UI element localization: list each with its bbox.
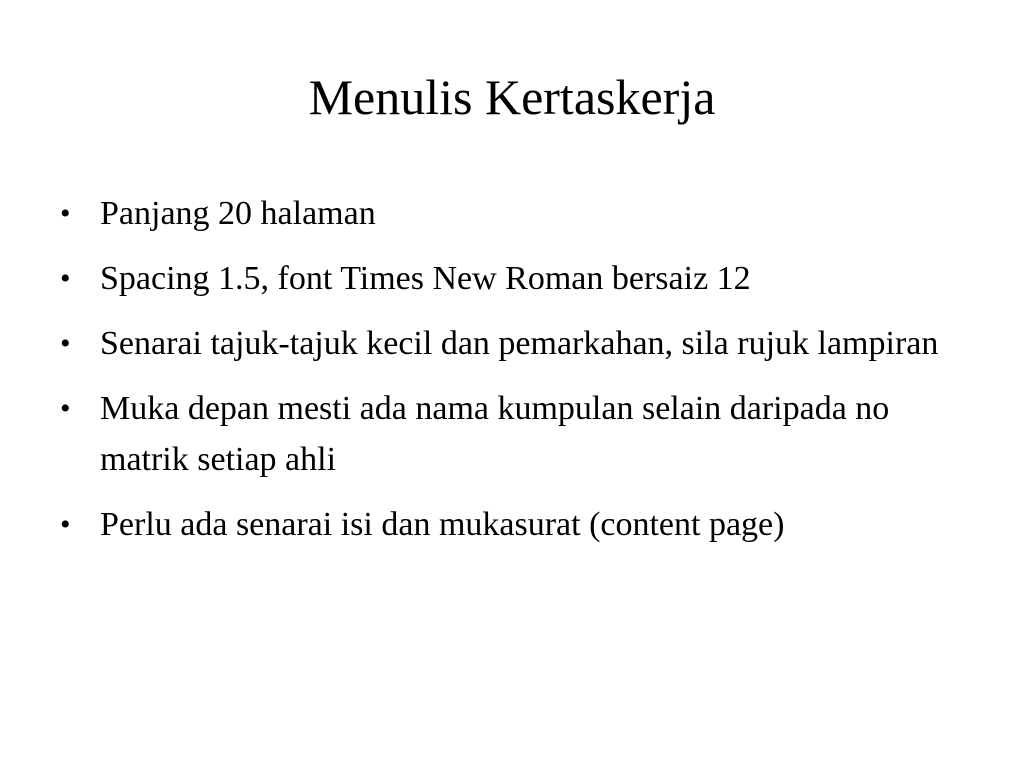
bullet-icon: • [60,508,71,541]
bullet-text: Senarai tajuk-tajuk kecil dan pemarkahan, sila rujuk lampiran [100,325,939,362]
bullet-text: Perlu ada senarai isi dan mukasurat (content page) [100,506,785,543]
bullet-list [60,188,960,564]
bullet-item [60,499,960,550]
bullet-item [60,188,960,239]
bullet-icon: • [60,327,71,360]
slide-title: Menulis Kertaskerja [308,69,716,125]
bullet-icon: • [60,197,71,230]
bullet-item [60,253,960,304]
bullet-icon: • [60,262,71,295]
bullet-icon: • [60,392,71,425]
bullet-text: Spacing 1.5, font Times New Roman bersaiz 12 [100,260,751,297]
bullet-text: Panjang 20 halaman [100,195,376,232]
bullet-item [60,318,960,369]
bullet-text: Muka depan mesti ada nama kumpulan selain daripada no matrik setiap ahli [100,390,890,478]
bullet-item [60,383,960,485]
